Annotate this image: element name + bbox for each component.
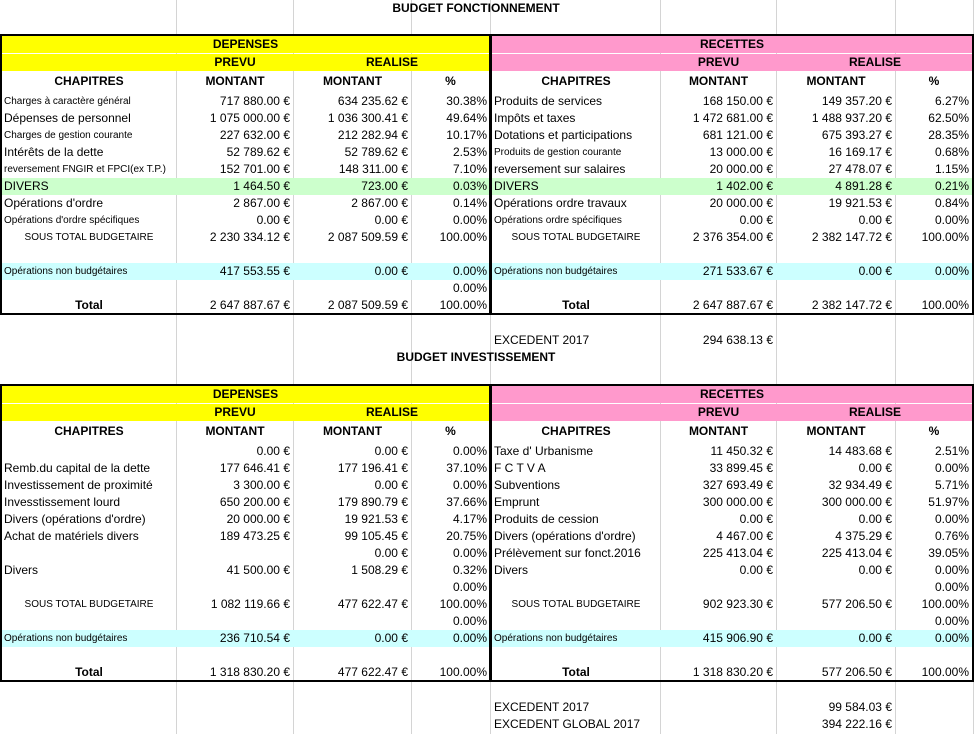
rec-chapitre-cell: Divers (opérations d'ordre) xyxy=(494,529,636,543)
rec-realise-cell xyxy=(777,246,895,263)
rec-pct-cell: 51.97% xyxy=(928,495,969,509)
rec-realise-cell: 300 000.00 € xyxy=(821,495,892,509)
invest-rec-montant2-header: MONTANT xyxy=(806,424,866,438)
dep-chapitre-cell: SOUS TOTAL BUDGETAIRE xyxy=(24,599,154,610)
dep-chapitre-cell: SOUS TOTAL BUDGETAIRE xyxy=(24,232,154,243)
rec-realise-cell xyxy=(777,280,895,297)
rec-pct-cell: 2.51% xyxy=(934,444,969,458)
dep-realise-cell: 0.00 € xyxy=(374,264,408,278)
rec-chapitre-cell xyxy=(492,579,660,596)
dep-realise-cell xyxy=(294,579,411,596)
rec-prevu-cell: 2 376 354.00 € xyxy=(692,230,773,244)
invest-dep-prevu: PREVU xyxy=(214,405,256,419)
rec-realise-cell: 0.00 € xyxy=(858,631,892,645)
rec-pct-cell: 6.27% xyxy=(934,94,969,108)
invest-rec-prevu: PREVU xyxy=(697,405,740,419)
dep-prevu-cell: 1 318 830.20 € xyxy=(209,665,290,679)
dep-realise-cell: 2 087 509.59 € xyxy=(327,230,408,244)
dep-prevu-cell: 0.00 € xyxy=(256,444,290,458)
dep-realise-cell: 0.00 € xyxy=(374,546,408,560)
rec-pct-cell: 0.00% xyxy=(934,512,969,526)
fonct-depenses-header: DEPENSES xyxy=(2,36,489,53)
dep-realise-cell: 212 282.94 € xyxy=(337,128,408,142)
dep-pct-cell: 100.00% xyxy=(439,230,487,244)
rec-prevu-cell: 4 467.00 € xyxy=(716,529,773,543)
fonct-rec-realise: REALISE xyxy=(848,55,901,69)
dep-pct-cell: 100.00% xyxy=(439,665,487,679)
dep-prevu-cell: 717 880.00 € xyxy=(219,94,290,108)
dep-realise-cell: 1 036 300.41 € xyxy=(327,111,408,125)
dep-chapitre-cell: Divers xyxy=(4,563,39,577)
rec-prevu-cell: 300 000.00 € xyxy=(702,495,773,509)
dep-pct-cell: 0.14% xyxy=(452,196,487,210)
dep-chapitre-cell xyxy=(2,443,176,460)
dep-pct-cell: 4.17% xyxy=(452,512,487,526)
rec-pct-cell: 0.84% xyxy=(934,196,969,210)
dep-chapitre-cell: Opérations d'ordre spécifiques xyxy=(4,215,140,226)
rec-chapitre-cell: Produits de cession xyxy=(494,512,599,526)
dep-chapitre-cell xyxy=(2,613,176,630)
fonct-dep-montant2-header: MONTANT xyxy=(322,74,383,88)
rec-prevu-cell xyxy=(661,647,776,664)
rec-pct-cell: 100.00% xyxy=(921,665,969,679)
dep-chapitre-cell: Charges de gestion courante xyxy=(4,130,133,141)
rec-prevu-cell: 0.00 € xyxy=(739,512,773,526)
invest-dep-realise: REALISE xyxy=(365,405,418,419)
dep-prevu-cell: 177 646.41 € xyxy=(219,461,290,475)
rec-chapitre-cell: Total xyxy=(562,298,590,312)
rec-chapitre-cell: SOUS TOTAL BUDGETAIRE xyxy=(511,232,641,243)
dep-chapitre-cell: Opérations d'ordre xyxy=(4,196,104,210)
rec-chapitre-cell: Subventions xyxy=(494,478,561,492)
rec-realise-cell: 1 488 937.20 € xyxy=(811,111,892,125)
dep-prevu-cell xyxy=(177,545,293,562)
dep-pct-cell: 20.75% xyxy=(446,529,487,543)
rec-chapitre-cell: reversement sur salaires xyxy=(494,162,626,176)
dep-pct-cell: 0.00% xyxy=(452,546,487,560)
dep-realise-cell: 477 622.47 € xyxy=(337,597,408,611)
dep-realise-cell: 634 235.62 € xyxy=(337,94,408,108)
budget-investissement-title: BUDGET INVESTISSEMENT xyxy=(396,350,556,364)
invest-dep-chapitres-header: CHAPITRES xyxy=(54,424,124,438)
rec-chapitre-cell: Opérations non budgétaires xyxy=(494,266,618,277)
rec-realise-cell xyxy=(777,647,895,664)
dep-realise-cell xyxy=(294,613,411,630)
dep-pct-cell: 0.00% xyxy=(452,478,487,492)
rec-prevu-cell xyxy=(661,280,776,297)
rec-pct-cell: 0.00% xyxy=(934,580,969,594)
rec-pct-cell: 0.00% xyxy=(934,631,969,645)
fonct-rec-prevu: PREVU xyxy=(697,55,740,69)
rec-prevu-cell: 2 647 887.67 € xyxy=(692,298,773,312)
dep-pct-cell: 37.10% xyxy=(446,461,487,475)
dep-prevu-cell xyxy=(177,647,293,664)
fonct-dep-pct-header: % xyxy=(445,74,456,88)
dep-realise-cell xyxy=(294,647,411,664)
dep-prevu-cell: 417 553.55 € xyxy=(219,264,290,278)
rec-pct-cell: 1.15% xyxy=(934,162,969,176)
dep-pct-cell: 100.00% xyxy=(439,597,487,611)
rec-pct-cell: 0.00% xyxy=(934,461,969,475)
dep-pct-cell: 0.32% xyxy=(452,563,487,577)
dep-pct-cell: 10.17% xyxy=(446,128,487,142)
dep-chapitre-cell: Investissement de proximité xyxy=(4,478,153,492)
rec-prevu-cell: 1 318 830.20 € xyxy=(692,665,773,679)
rec-prevu-cell: 271 533.67 € xyxy=(702,264,773,278)
rec-prevu-cell: 13 000.00 € xyxy=(709,145,773,159)
dep-pct-cell: 100.00% xyxy=(439,298,487,312)
rec-realise-cell: 149 357.20 € xyxy=(821,94,892,108)
invest-rec-chapitres-header: CHAPITRES xyxy=(541,424,611,438)
rec-realise-cell: 2 382 147.72 € xyxy=(811,298,892,312)
rec-pct-cell: 100.00% xyxy=(921,230,969,244)
fonct-recettes-header: RECETTES xyxy=(492,36,972,53)
dep-realise-cell: 148 311.00 € xyxy=(338,162,408,176)
dep-pct-cell: 30.38% xyxy=(446,94,487,108)
dep-pct-cell: 2.53% xyxy=(452,145,487,159)
rec-chapitre-cell: Taxe d' Urbanisme xyxy=(494,444,593,458)
invest-dep-montant-header: MONTANT xyxy=(205,424,265,438)
rec-prevu-cell: 0.00 € xyxy=(739,213,773,227)
rec-pct-cell: 39.05% xyxy=(928,546,969,560)
dep-realise-cell xyxy=(294,280,411,297)
fonct-dep-prevu: PREVU xyxy=(214,55,256,69)
budget-fonctionnement-title: BUDGET FONCTIONNEMENT xyxy=(392,1,560,15)
rec-pct-cell: 0.21% xyxy=(934,179,969,193)
dep-chapitre-cell xyxy=(2,545,176,562)
invest-recettes-header: RECETTES xyxy=(492,386,972,403)
rec-prevu-cell: 0.00 € xyxy=(739,563,773,577)
rec-chapitre-cell xyxy=(492,613,660,630)
rec-prevu-cell: 225 413.04 € xyxy=(702,546,773,560)
dep-pct-cell: 37.66% xyxy=(446,495,487,509)
rec-realise-cell: 19 921.53 € xyxy=(828,196,892,210)
invest-excedent-label: EXCEDENT 2017 xyxy=(494,700,590,714)
dep-chapitre-cell: Intérêts de la dette xyxy=(4,145,104,159)
fonct-dep-realise: REALISE xyxy=(365,55,418,69)
rec-chapitre-cell: Produits de gestion courante xyxy=(494,147,622,158)
rec-pct-cell: 5.71% xyxy=(934,478,969,492)
rec-realise-cell: 0.00 € xyxy=(858,213,892,227)
rec-realise-cell: 675 393.27 € xyxy=(821,128,892,142)
dep-chapitre-cell: Opérations non budgétaires xyxy=(4,633,128,644)
rec-realise-cell: 4 891.28 € xyxy=(835,179,892,193)
rec-chapitre-cell xyxy=(492,280,660,297)
dep-chapitre-cell: DIVERS xyxy=(4,179,49,193)
rec-prevu-cell: 20 000.00 € xyxy=(709,196,773,210)
rec-realise-cell: 0.00 € xyxy=(858,512,892,526)
fonct-dep-chapitres-header: CHAPITRES xyxy=(54,74,124,88)
dep-realise-cell: 0.00 € xyxy=(374,631,408,645)
rec-pct-cell: 0.00% xyxy=(934,614,969,628)
invest-rec-pct-header: % xyxy=(928,424,940,438)
rec-realise-cell: 0.00 € xyxy=(858,264,892,278)
rec-chapitre-cell: Impôts et taxes xyxy=(494,111,576,125)
rec-pct-cell xyxy=(896,246,972,263)
rec-chapitre-cell: Total xyxy=(562,665,590,679)
rec-realise-cell: 32 934.49 € xyxy=(828,478,892,492)
rec-realise-cell: 14 483.68 € xyxy=(828,444,892,458)
rec-pct-cell: 28.35% xyxy=(928,128,969,142)
dep-realise-cell: 1 508.29 € xyxy=(351,563,408,577)
dep-prevu-cell: 189 473.25 € xyxy=(219,529,290,543)
dep-chapitre-cell: Total xyxy=(75,298,103,312)
dep-realise-cell: 2 867.00 € xyxy=(351,196,408,210)
rec-pct-cell: 0.76% xyxy=(934,529,969,543)
dep-prevu-cell xyxy=(177,280,293,297)
fonct-rec-chapitres-header: CHAPITRES xyxy=(541,74,611,88)
dep-chapitre-cell: Opérations non budgétaires xyxy=(4,266,128,277)
rec-realise-cell: 2 382 147.72 € xyxy=(811,230,892,244)
dep-realise-cell: 177 196.41 € xyxy=(337,461,408,475)
invest-depenses-header: DEPENSES xyxy=(2,386,489,403)
dep-realise-cell: 179 890.79 € xyxy=(337,495,408,509)
dep-prevu-cell xyxy=(177,613,293,630)
dep-realise-cell: 723.00 € xyxy=(361,179,408,193)
rec-prevu-cell: 11 450.32 € xyxy=(710,444,773,458)
rec-chapitre-cell: Opérations ordre spécifiques xyxy=(494,215,622,226)
rec-pct-cell: 0.68% xyxy=(934,145,969,159)
invest-rec-realise: REALISE xyxy=(848,405,901,419)
dep-prevu-cell: 2 867.00 € xyxy=(233,196,290,210)
dep-realise-cell: 2 087 509.59 € xyxy=(327,298,408,312)
rec-realise-cell: 16 169.17 € xyxy=(828,145,892,159)
dep-chapitre-cell: Charges à caractère général xyxy=(4,96,131,107)
rec-prevu-cell xyxy=(661,613,776,630)
dep-chapitre-cell: Remb.du capital de la dette xyxy=(4,461,151,475)
dep-prevu-cell: 236 710.54 € xyxy=(219,631,290,645)
rec-pct-cell: 0.00% xyxy=(934,264,969,278)
fonct-rec-pct-header: % xyxy=(928,74,940,88)
dep-pct-cell: 7.10% xyxy=(452,162,487,176)
dep-prevu-cell: 2 230 334.12 € xyxy=(209,230,290,244)
rec-prevu-cell: 1 402.00 € xyxy=(716,179,773,193)
rec-realise-cell: 577 206.50 € xyxy=(821,597,892,611)
dep-chapitre-cell: reversement FNGIR et FPCI(ex T.P.) xyxy=(4,164,166,175)
dep-pct-cell: 0.00% xyxy=(452,213,487,227)
dep-pct-cell: 0.00% xyxy=(452,264,487,278)
rec-chapitre-cell: Opérations non budgétaires xyxy=(494,633,618,644)
rec-prevu-cell: 168 150.00 € xyxy=(702,94,773,108)
dep-prevu-cell: 20 000.00 € xyxy=(226,512,290,526)
rec-realise-cell: 27 478.07 € xyxy=(828,162,892,176)
rec-prevu-cell: 415 906.90 € xyxy=(702,631,773,645)
invest-dep-pct-header: % xyxy=(445,424,456,438)
dep-prevu-cell: 3 300.00 € xyxy=(233,478,290,492)
rec-realise-cell: 577 206.50 € xyxy=(821,665,892,679)
rec-realise-cell xyxy=(777,579,895,596)
dep-prevu-cell: 1 082 119.66 € xyxy=(210,597,290,611)
dep-pct-cell xyxy=(412,246,490,263)
dep-realise-cell: 52 789.62 € xyxy=(344,145,408,159)
fonct-dep-montant-header: MONTANT xyxy=(205,74,265,88)
rec-prevu-cell xyxy=(661,246,776,263)
dep-chapitre-cell xyxy=(2,647,176,664)
rec-pct-cell xyxy=(896,280,972,297)
rec-realise-cell: 4 375.29 € xyxy=(835,529,892,543)
rec-chapitre-cell: Divers xyxy=(494,563,529,577)
fonct-excedent-value: 294 638.13 € xyxy=(702,333,773,347)
dep-realise-cell: 0.00 € xyxy=(374,213,408,227)
fonct-rec-montant2-header: MONTANT xyxy=(806,74,866,88)
dep-prevu-cell: 1 464.50 € xyxy=(233,179,290,193)
dep-realise-cell: 0.00 € xyxy=(374,444,408,458)
rec-prevu-cell: 20 000.00 € xyxy=(709,162,773,176)
invest-rec-montant-header: MONTANT xyxy=(688,424,749,438)
rec-chapitre-cell: F C T V A xyxy=(494,461,546,475)
fonct-rec-montant-header: MONTANT xyxy=(688,74,749,88)
invest-excedent-global-value: 394 222.16 € xyxy=(821,717,892,731)
rec-realise-cell: 0.00 € xyxy=(858,461,892,475)
dep-prevu-cell: 2 647 887.67 € xyxy=(209,298,290,312)
invest-excedent-value: 99 584.03 € xyxy=(828,700,892,714)
rec-pct-cell: 62.50% xyxy=(928,111,969,125)
dep-prevu-cell xyxy=(177,579,293,596)
rec-pct-cell: 0.00% xyxy=(934,563,969,577)
rec-chapitre-cell: Opérations ordre travaux xyxy=(494,196,627,210)
rec-prevu-cell: 681 121.00 € xyxy=(702,128,773,142)
rec-chapitre-cell: DIVERS xyxy=(494,179,539,193)
rec-prevu-cell: 327 693.49 € xyxy=(702,478,773,492)
dep-prevu-cell: 52 789.62 € xyxy=(226,145,290,159)
dep-prevu-cell: 227 632.00 € xyxy=(219,128,290,142)
rec-prevu-cell: 1 472 681.00 € xyxy=(692,111,773,125)
dep-realise-cell: 99 105.45 € xyxy=(344,529,408,543)
dep-realise-cell: 0.00 € xyxy=(374,478,408,492)
rec-chapitre-cell: SOUS TOTAL BUDGETAIRE xyxy=(511,599,641,610)
dep-prevu-cell: 1 075 000.00 € xyxy=(209,111,290,125)
dep-prevu-cell: 0.00 € xyxy=(256,213,290,227)
dep-pct-cell: 0.03% xyxy=(452,179,487,193)
rec-prevu-cell xyxy=(661,579,776,596)
dep-chapitre-cell: Dépenses de personnel xyxy=(4,111,131,125)
dep-prevu-cell: 152 701.00 € xyxy=(219,162,290,176)
rec-chapitre-cell: Dotations et participations xyxy=(494,128,633,142)
dep-pct-cell: 0.00% xyxy=(452,631,487,645)
dep-chapitre-cell: Divers (opérations d'ordre) xyxy=(4,512,146,526)
dep-realise-cell: 477 622.47 € xyxy=(337,665,408,679)
rec-pct-cell: 100.00% xyxy=(921,298,969,312)
dep-chapitre-cell: Total xyxy=(75,665,103,679)
rec-prevu-cell: 902 923.30 € xyxy=(702,597,773,611)
rec-chapitre-cell: Emprunt xyxy=(494,495,540,509)
rec-realise-cell xyxy=(777,613,895,630)
dep-chapitre-cell: Achat de matériels divers xyxy=(4,529,139,543)
dep-pct-cell: 0.00% xyxy=(452,614,487,628)
dep-realise-cell xyxy=(294,246,411,263)
rec-realise-cell: 0.00 € xyxy=(858,563,892,577)
rec-chapitre-cell xyxy=(492,647,660,664)
rec-prevu-cell: 33 899.45 € xyxy=(709,461,773,475)
rec-chapitre-cell xyxy=(492,246,660,263)
dep-pct-cell: 0.00% xyxy=(452,580,487,594)
dep-pct-cell: 0.00% xyxy=(452,281,487,295)
dep-chapitre-cell: Invesstissement lourd xyxy=(4,495,121,509)
dep-chapitre-cell xyxy=(2,579,176,596)
rec-pct-cell xyxy=(896,647,972,664)
rec-chapitre-cell: Produits de services xyxy=(494,94,603,108)
rec-chapitre-cell: Prélèvement sur fonct.2016 xyxy=(494,546,641,560)
dep-prevu-cell: 650 200.00 € xyxy=(219,495,290,509)
dep-prevu-cell: 41 500.00 € xyxy=(226,563,290,577)
invest-excedent-global-label: EXCEDENT GLOBAL 2017 xyxy=(494,717,641,731)
invest-dep-montant2-header: MONTANT xyxy=(322,424,383,438)
dep-realise-cell: 19 921.53 € xyxy=(344,512,408,526)
rec-pct-cell: 100.00% xyxy=(921,597,969,611)
rec-realise-cell: 225 413.04 € xyxy=(821,546,892,560)
dep-chapitre-cell xyxy=(2,246,176,263)
dep-chapitre-cell xyxy=(2,280,176,297)
dep-pct-cell xyxy=(412,647,490,664)
dep-pct-cell: 0.00% xyxy=(452,444,487,458)
dep-prevu-cell xyxy=(177,246,293,263)
dep-pct-cell: 49.64% xyxy=(446,111,487,125)
fonct-excedent-label: EXCEDENT 2017 xyxy=(494,333,590,347)
rec-pct-cell: 0.00% xyxy=(934,213,969,227)
